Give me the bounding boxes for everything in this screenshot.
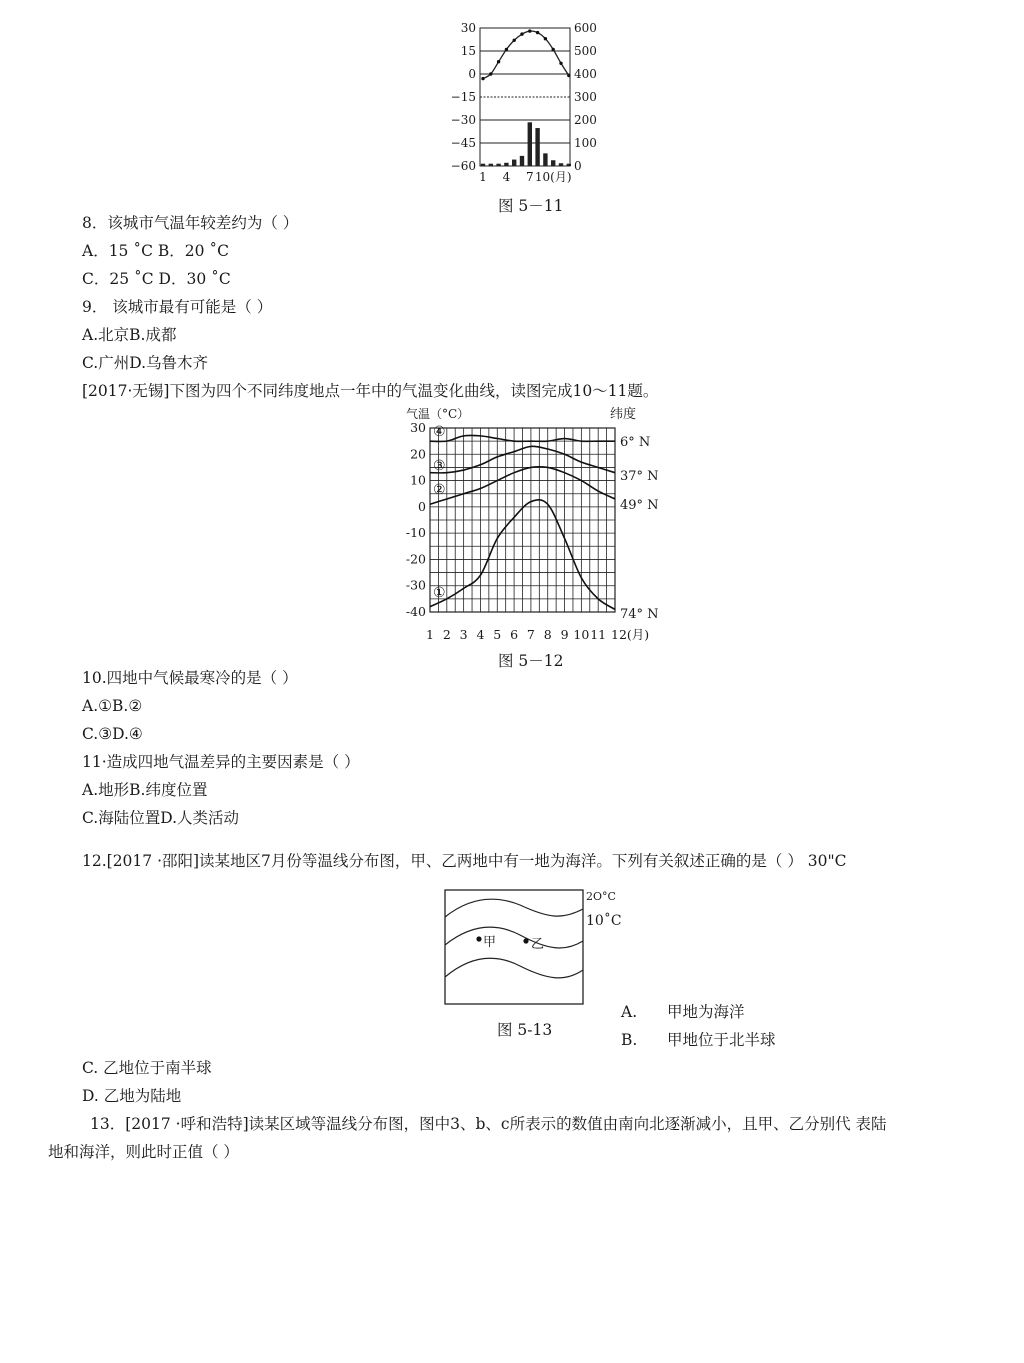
right-tick-label: 300: [574, 90, 597, 104]
temperature-point: [520, 32, 523, 35]
precipitation-bars: [481, 122, 571, 166]
y-tick-label: -40: [405, 604, 426, 619]
figure-caption-5-12: 图 5－12: [498, 652, 564, 670]
x-tick-label: 10(月): [534, 170, 572, 184]
x-tick-label: 5: [493, 627, 502, 642]
temperature-point: [536, 31, 539, 34]
isotherm-top: [445, 899, 583, 917]
precipitation-bar: [504, 163, 508, 166]
x-tick-label: 11: [590, 627, 607, 642]
point-yi-dot: [523, 938, 528, 943]
x-tick-label: 6: [510, 627, 519, 642]
latitude-6N: 6° N: [620, 435, 651, 450]
x-tick-label: 4: [502, 170, 511, 184]
left-tick-label: −30: [450, 113, 476, 127]
point-yi-label: 乙: [531, 937, 545, 952]
isotherm-middle: [445, 927, 583, 948]
temperature-curves-5-12: [395, 398, 665, 648]
left-tick-label: −45: [450, 136, 476, 150]
temperature-point: [559, 62, 562, 65]
precipitation-bar: [543, 153, 547, 166]
y-tick-label: -20: [405, 551, 426, 567]
temperature-point: [567, 74, 570, 77]
question-8-stem: 8．该城市气温年较差约为（ ）: [82, 214, 299, 232]
temperature-points: [481, 29, 570, 80]
option-b-text: 甲地位于北半球: [667, 1031, 776, 1049]
isotherm-label-10: 10˚C: [586, 913, 622, 929]
curve-mark-4: ④: [433, 424, 446, 440]
temperature-point: [513, 39, 516, 42]
y-tick-label: 30: [410, 420, 426, 435]
question-11-stem: 11·造成四地气温差异的主要因素是（ ）: [82, 753, 360, 771]
precipitation-bar: [535, 128, 539, 166]
right-tick-label: 100: [574, 136, 597, 150]
climate-chart-5-11: [440, 14, 620, 194]
y-tick-label: 0: [418, 498, 426, 514]
precipitation-bar: [567, 164, 571, 166]
latitude-74N: 74° N: [620, 607, 659, 622]
y-tick-label: -30: [405, 577, 426, 593]
question-13-line-1: 13．[2017 ·呼和浩特]读某区域等温线分布图，图中3、b、c所表示的数值由南向北逐渐减小，且甲、乙分别代 表陆: [90, 1115, 887, 1133]
option-b-letter: B.: [621, 1031, 638, 1049]
question-10-stem: 10.四地中气候最寒冷的是（ ）: [82, 669, 298, 687]
question-11-options-cd: C.海陆位置D.人类活动: [82, 809, 240, 827]
isotherm-label-20: 2O°C: [586, 890, 616, 903]
option-a-text: 甲地为海洋: [667, 1003, 745, 1021]
question-12-stem: 12.[2017 ·邵阳]读某地区7月份等温线分布图，甲、乙两地中有一地为海洋。下列有关叙述正确的是（ ） 30"C: [82, 852, 847, 870]
question-9-options-ab: A.北京B.成都: [82, 326, 177, 344]
x-axis-ticks: [479, 170, 571, 184]
temperature-point: [544, 37, 547, 40]
question-8-options-cd: C．25 ˚C D．30 ˚C: [82, 270, 231, 288]
latitude-49N: 49° N: [620, 498, 659, 513]
precipitation-bar: [559, 163, 563, 166]
left-axis-ticks: [451, 21, 476, 173]
temperature-point: [528, 29, 531, 32]
question-8-options-ab: A．15 ˚C B．20 ˚C: [82, 242, 230, 260]
x-tick-label: 7: [525, 170, 534, 184]
question-9-options-cd: C.广州D.乌鲁木齐: [82, 354, 209, 372]
x-tick-label: 2: [442, 627, 451, 642]
option-a-letter: A.: [621, 1003, 638, 1021]
figure-caption-5-11: 图 5－11: [498, 197, 564, 215]
right-tick-label: 0: [574, 159, 582, 173]
map-frame: [445, 890, 583, 1004]
left-tick-label: 0: [468, 67, 476, 81]
x-tick-label: 9: [560, 627, 569, 642]
precipitation-bar: [512, 160, 516, 166]
y-axis-label: 气温（°C）: [406, 407, 470, 421]
x-tick-label: 3: [459, 627, 468, 642]
right-tick-label: 600: [574, 21, 597, 35]
y-tick-label: -10: [405, 525, 426, 541]
temperature-point: [505, 48, 508, 51]
temperature-line: [483, 31, 569, 79]
latitude-label: 纬度: [610, 407, 637, 422]
curve-mark-3: ③: [433, 458, 446, 474]
question-9-stem: 9． 该城市最有可能是（ ）: [82, 298, 273, 316]
left-tick-label: 30: [460, 21, 476, 35]
x-tick-label: 1: [479, 170, 487, 184]
left-tick-label: −15: [450, 90, 476, 104]
latitude-37N: 37° N: [620, 469, 659, 484]
option-d: D. 乙地为陆地: [82, 1087, 182, 1105]
grid: [430, 428, 615, 612]
x-tick-label: 4: [476, 627, 485, 642]
y-tick-label: 20: [410, 446, 426, 462]
x-tick-label: 7: [526, 627, 535, 642]
point-jia-label: 甲: [483, 935, 497, 950]
curve-mark-2: ②: [433, 482, 446, 498]
precipitation-bar: [496, 164, 500, 166]
question-10-options-ab: A.①B.②: [82, 697, 143, 715]
x-axis-ticks: [426, 627, 649, 642]
x-tick-label: 10: [573, 627, 590, 642]
left-tick-label: −60: [450, 159, 476, 173]
question-10-options-cd: C.③D.④: [82, 725, 143, 743]
precipitation-bar: [520, 156, 524, 166]
right-tick-label: 200: [574, 113, 597, 127]
precipitation-bar: [489, 164, 493, 166]
right-tick-label: 500: [574, 44, 597, 58]
x-tick-label: 12(月): [611, 627, 650, 642]
temperature-point: [497, 60, 500, 63]
y-axis-ticks: [406, 420, 426, 619]
precipitation-bar: [551, 160, 555, 166]
question-13-line-2: 地和海洋，则此时正值（ ）: [48, 1143, 239, 1161]
grid-lines: [480, 51, 570, 143]
x-tick-label: 1: [426, 627, 434, 642]
precipitation-bar: [481, 164, 485, 166]
right-axis-ticks: [574, 21, 597, 173]
point-jia-dot: [476, 936, 481, 941]
intro-10-11: [2017·无锡]下图为四个不同纬度地点一年中的气温变化曲线，读图完成10～11题。: [82, 382, 659, 400]
y-tick-label: 10: [410, 472, 426, 488]
isotherm-map-5-13: [440, 884, 630, 1009]
temperature-point: [481, 77, 484, 80]
left-tick-label: 15: [460, 44, 476, 58]
option-c: C. 乙地位于南半球: [82, 1059, 212, 1077]
question-11-options-ab: A.地形B.纬度位置: [82, 781, 208, 799]
isotherm-bottom: [445, 958, 583, 978]
temperature-point: [489, 72, 492, 75]
plot-frame: [480, 28, 570, 166]
figure-caption-5-13: 图 5-13: [497, 1021, 553, 1039]
precipitation-bar: [528, 122, 532, 166]
curve-mark-1: ①: [433, 585, 446, 601]
temperature-point: [552, 48, 555, 51]
x-tick-label: 8: [543, 627, 552, 642]
right-tick-label: 400: [574, 67, 597, 81]
